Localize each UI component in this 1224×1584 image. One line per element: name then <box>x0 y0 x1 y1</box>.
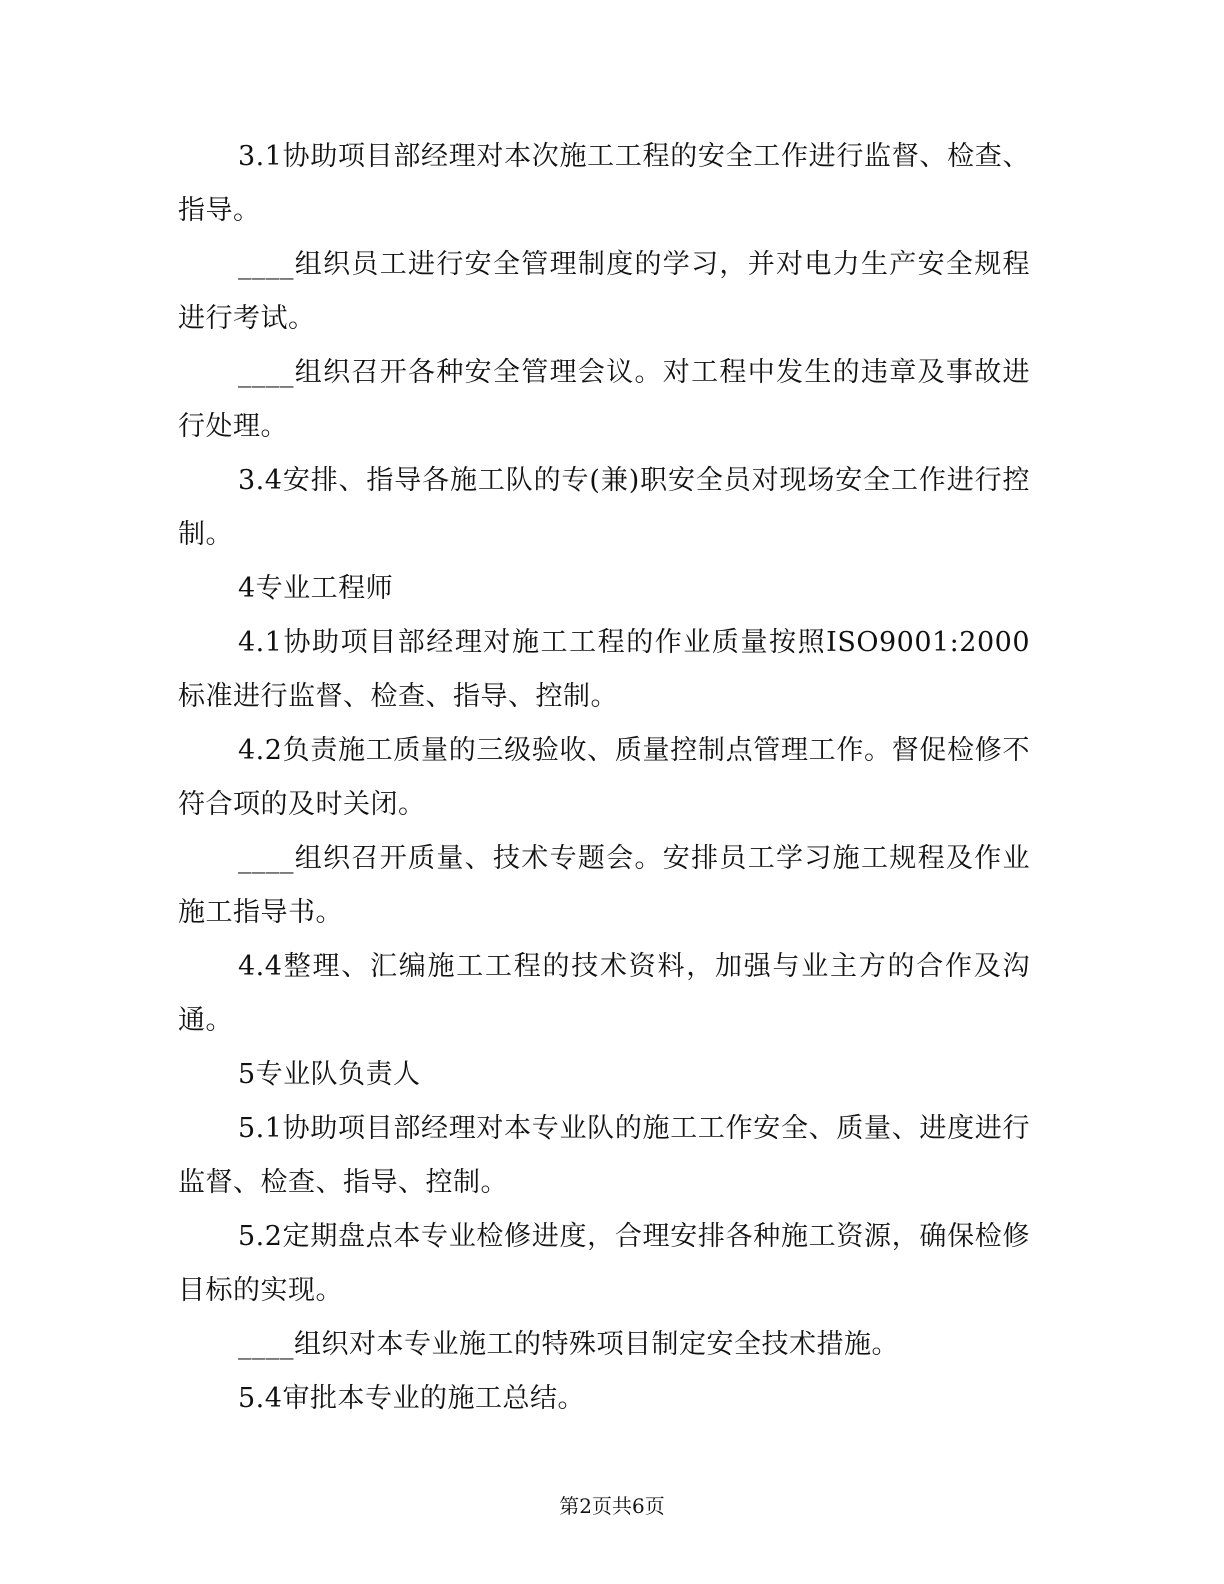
paragraph-3-4: 3.4安排、指导各施工队的专(兼)职安全员对现场安全工作进行控制。 <box>178 465 1030 550</box>
paragraph-4-1: 4.1协助项目部经理对施工工程的作业质量按照ISO9001:2000标准进行监督、检查、指导、控制。 <box>178 627 1030 712</box>
document-body <box>178 130 1030 1426</box>
paragraph-5-4: 5.4审批本专业的施工总结。 <box>238 1383 585 1414</box>
paragraph-5-3: ____组织对本专业施工的特殊项目制定安全技术措施。 <box>238 1329 899 1360</box>
paragraph-4-2: 4.2负责施工质量的三级验收、质量控制点管理工作。督促检修不符合项的及时关闭。 <box>178 735 1030 820</box>
paragraph-4-4: 4.4整理、汇编施工工程的技术资料，加强与业主方的合作及沟通。 <box>178 951 1030 1036</box>
paragraph-5-1: 5.1协助项目部经理对本专业队的施工工作安全、质量、进度进行监督、检查、指导、控制。 <box>178 1113 1030 1198</box>
paragraph-3-2: ____组织员工进行安全管理制度的学习，并对电力生产安全规程进行考试。 <box>178 249 1030 334</box>
paragraph-3-3: ____组织召开各种安全管理会议。对工程中发生的违章及事故进行处理。 <box>178 357 1030 442</box>
paragraph-4-3: ____组织召开质量、技术专题会。安排员工学习施工规程及作业施工指导书。 <box>178 843 1030 928</box>
paragraph-3-1: 3.1协助项目部经理对本次施工工程的安全工作进行监督、检查、指导。 <box>178 141 1030 226</box>
paragraph-5-2: 5.2定期盘点本专业检修进度，合理安排各种施工资源，确保检修目标的实现。 <box>178 1221 1030 1306</box>
page-number-footer: 第2页共6页 <box>559 1494 665 1518</box>
section-heading-4: 4专业工程师 <box>238 573 394 604</box>
section-heading-5: 5专业队负责人 <box>238 1059 421 1090</box>
